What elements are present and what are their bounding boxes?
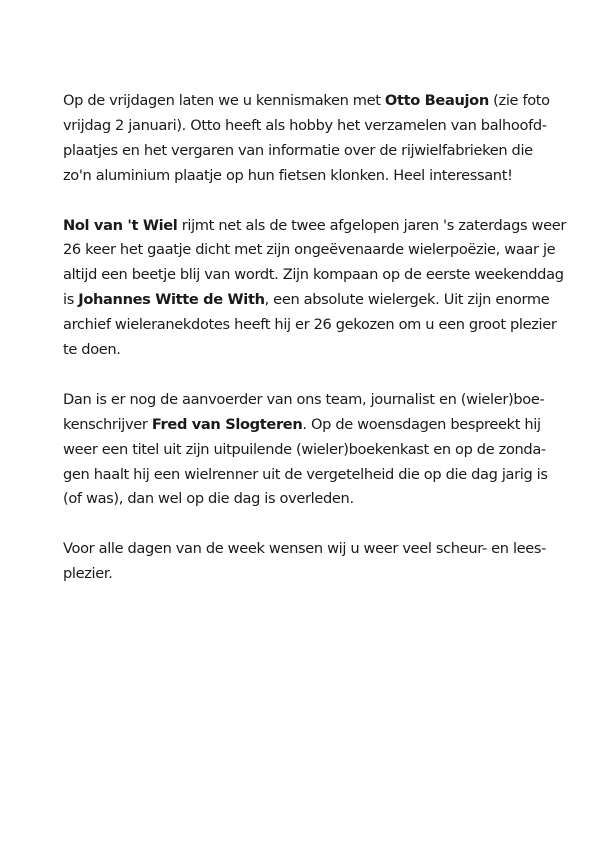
- paragraph: [63, 537, 563, 587]
- text-line: [63, 214, 567, 239]
- text-segment: (of was), dan wel op die dag is overleden.: [63, 490, 354, 508]
- text-line: [63, 164, 563, 189]
- text-line: [63, 288, 563, 313]
- document-page: [63, 89, 567, 612]
- text-segment: vrijdag 2 januari). Otto heeft als hobby het verzamelen van balhoofd-: [63, 116, 547, 134]
- text-segment: Voor alle dagen van de week wensen wij u weer veel scheur- en lees-: [63, 540, 547, 558]
- text-segment: (zie foto: [488, 92, 550, 109]
- text-line: [63, 413, 563, 438]
- text-segment: rijmt net als de twee afgelopen jaren 's zaterdags weer: [177, 216, 567, 234]
- text-line: [63, 562, 563, 587]
- text-segment: gen haalt hij een wielrenner uit de vergetelheid die op die dag jarig is: [63, 465, 548, 483]
- text-line: [63, 139, 563, 164]
- text-line: [63, 388, 563, 413]
- text-line: [63, 89, 563, 114]
- text-line: [63, 487, 563, 512]
- text-segment: zo'n aluminium plaatje op hun fietsen klonken. Heel interessant!: [63, 166, 513, 184]
- text-line: [63, 338, 563, 363]
- text-segment: 26 keer het gaatje dicht met zijn ongeëvenaarde wielerpoëzie, waar je: [63, 241, 556, 259]
- text-line: [63, 114, 563, 139]
- text-segment: altijd een beetje blij van wordt. Zijn kompaan op de eerste weekenddag: [63, 266, 564, 284]
- text-segment: is: [63, 291, 79, 309]
- bold-name: Nol van 't Wiel: [63, 216, 178, 234]
- text-segment: plaatjes en het vergaren van informatie over de rijwielfabrieken die: [63, 141, 533, 159]
- bold-name: Fred van Slogteren: [151, 415, 303, 433]
- text-segment: , een absolute wielergek. Uit zijn enorme: [264, 291, 550, 309]
- text-segment: archief wieleranekdotes heeft hij er 26 gekozen om u een groot plezier: [63, 316, 557, 334]
- text-segment: plezier.: [63, 565, 113, 583]
- text-line: [63, 238, 563, 263]
- text-segment: Op de vrijdagen laten we u kennismaken met: [63, 92, 385, 109]
- paragraph: [63, 214, 567, 363]
- text-line: [63, 537, 563, 562]
- paragraph: [63, 89, 563, 189]
- text-segment: . Op de woensdagen bespreekt hij: [302, 415, 541, 433]
- paragraph: [63, 388, 563, 513]
- text-line: [63, 463, 563, 488]
- text-line: [63, 438, 563, 463]
- text-segment: kenschrijver: [63, 415, 152, 433]
- text-line: [63, 313, 563, 338]
- text-line: [63, 263, 563, 288]
- bold-name: Otto Beaujon: [384, 92, 489, 109]
- text-segment: Dan is er nog de aanvoerder van ons team, journalist en (wieler)boe-: [63, 390, 545, 408]
- text-segment: te doen.: [63, 341, 121, 359]
- text-segment: weer een titel uit zijn uitpuilende (wieler)boekenkast en op de zonda-: [63, 440, 546, 458]
- bold-name: Johannes Witte de With: [78, 291, 265, 309]
